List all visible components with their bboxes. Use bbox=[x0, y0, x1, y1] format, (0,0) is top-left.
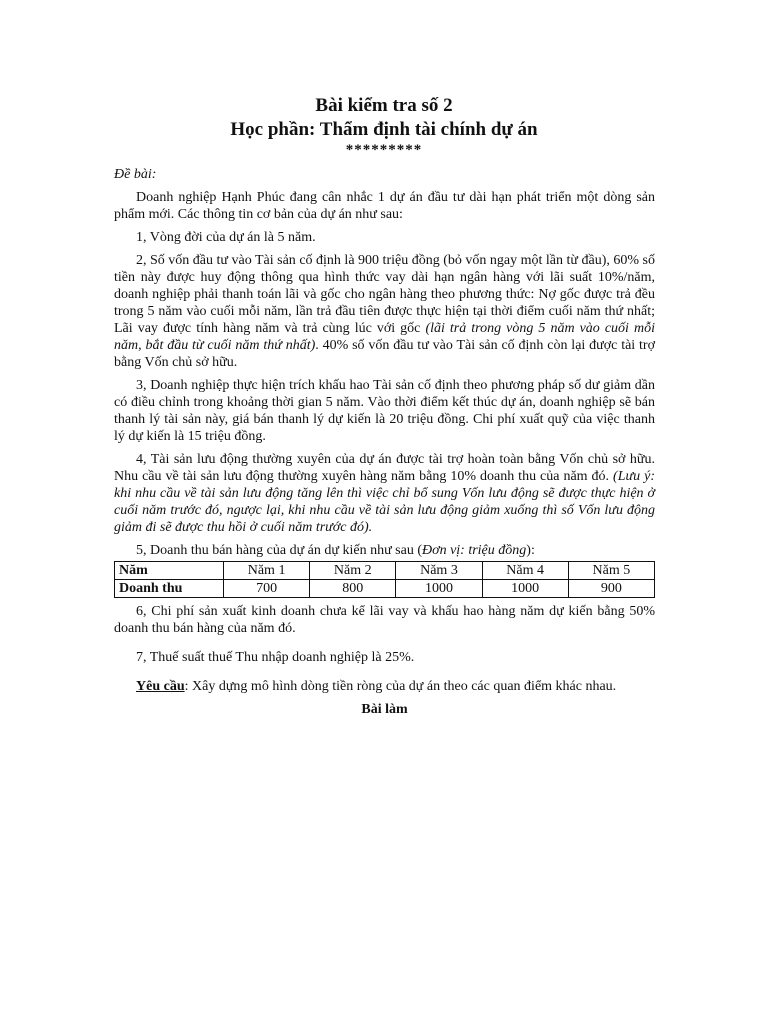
item-5-text: 5, Doanh thu bán hàng của dự án dự kiến như sau ( bbox=[136, 543, 422, 558]
requirement bbox=[114, 678, 655, 695]
table-header-cell: Năm bbox=[115, 562, 224, 580]
table-row bbox=[115, 580, 655, 598]
item-2 bbox=[114, 252, 655, 371]
answer-heading: Bài làm bbox=[361, 702, 408, 717]
problem-label: Đề bài: bbox=[114, 167, 157, 182]
item-4-italic-note: (Lưu ý: khi nhu cầu về tài sản lưu động tăng lên thì việc chỉ bổ sung Vốn lưu động sẽ được thực hiện ở cuối năm trước đó, ngược lại, khi nhu cầu về tài sản lưu động giảm xuống thì số Vốn lưu động giảm đi sẽ được thu hồi ở cuối năm trước đó). bbox=[114, 469, 655, 535]
item-2-italic-note: (lãi trả trong vòng 5 năm vào cuối mỗi năm, bắt đầu từ cuối năm thứ nhất) bbox=[114, 321, 655, 353]
table-header-cell: Năm 3 bbox=[396, 562, 482, 580]
item-5 bbox=[114, 542, 655, 559]
document-body bbox=[114, 166, 655, 724]
table-row-label: Doanh thu bbox=[115, 580, 224, 598]
item-1: 1, Vòng đời của dự án là 5 năm. bbox=[136, 230, 316, 245]
table-header-row bbox=[115, 562, 655, 580]
requirement-text: : Xây dựng mô hình dòng tiền ròng của dự án theo các quan điểm khác nhau. bbox=[184, 679, 617, 694]
requirement-label: Yêu cầu bbox=[136, 679, 185, 694]
item-6: 6, Chi phí sản xuất kinh doanh chưa kể lãi vay và khấu hao hàng năm dự kiến bằng 50% doanh thu bán hàng của năm đó. bbox=[114, 604, 655, 636]
course-title: Học phần: Thẩm định tài chính dự án bbox=[230, 119, 538, 140]
table-cell: 800 bbox=[310, 580, 396, 598]
table-header-cell: Năm 1 bbox=[224, 562, 310, 580]
item-7: 7, Thuế suất thuế Thu nhập doanh nghiệp là 25%. bbox=[136, 650, 415, 665]
test-title: Bài kiểm tra số 2 bbox=[315, 95, 453, 116]
table-cell: 900 bbox=[568, 580, 654, 598]
item-2-text-end: . 40% số vốn đầu tư vào Tài sản cố định còn lại được tài trợ bằng Vốn chủ sở hữu. bbox=[114, 338, 655, 370]
table-cell: 700 bbox=[224, 580, 310, 598]
item-5-unit: Đơn vị: triệu đồng bbox=[421, 543, 527, 558]
item-4 bbox=[114, 451, 655, 536]
table-header-cell: Năm 5 bbox=[568, 562, 654, 580]
title-separator: ********* bbox=[345, 142, 423, 158]
item-2-text: 2, Số vốn đầu tư vào Tài sản cố định là 900 triệu đồng (bỏ vốn ngay một lần từ đầu), 60% số tiền này được huy động thông qua hình thức vay dài hạn ngân hàng với lãi suất 10%/năm, doanh nghiệp phải thanh toán lãi và gốc cho ngân hàng theo phương thức: Nợ gốc được trả đều trong 5 năm vào cuối mỗi năm, lần trả đầu tiên được thực hiện tại thời điểm cuối năm thứ nhất; Lãi vay được tính hàng năm và trả cùng lúc với gốc bbox=[114, 253, 655, 336]
table-header-cell: Năm 2 bbox=[310, 562, 396, 580]
item-4-text: 4, Tài sản lưu động thường xuyên của dự án được tài trợ hoàn toàn bằng Vốn chủ sở hữu. Nhu cầu về tài sản lưu động thường xuyên hàng năm bằng 10% doanh thu của năm đó. bbox=[114, 452, 655, 484]
item-5-text-end: ): bbox=[526, 543, 535, 558]
table-header-cell: Năm 4 bbox=[482, 562, 568, 580]
document-header bbox=[0, 94, 768, 158]
item-3: 3, Doanh nghiệp thực hiện trích khấu hao Tài sản cố định theo phương pháp số dư giảm dần có điều chỉnh trong khoảng thời gian 5 năm. Vào thời điểm kết thúc dự án, doanh nghiệp sẽ bán thanh lý tài sản này, giá bán thanh lý dự kiến là 20 triệu đồng. Chi phí xuất quỹ của việc thanh lý dự kiến là 15 triệu đồng. bbox=[114, 378, 655, 444]
revenue-table bbox=[114, 561, 655, 598]
intro-paragraph: Doanh nghiệp Hạnh Phúc đang cân nhắc 1 dự án đầu tư dài hạn phát triển một dòng sản phẩm mới. Các thông tin cơ bản của dự án như sau: bbox=[114, 190, 655, 222]
table-cell: 1000 bbox=[482, 580, 568, 598]
table-cell: 1000 bbox=[396, 580, 482, 598]
